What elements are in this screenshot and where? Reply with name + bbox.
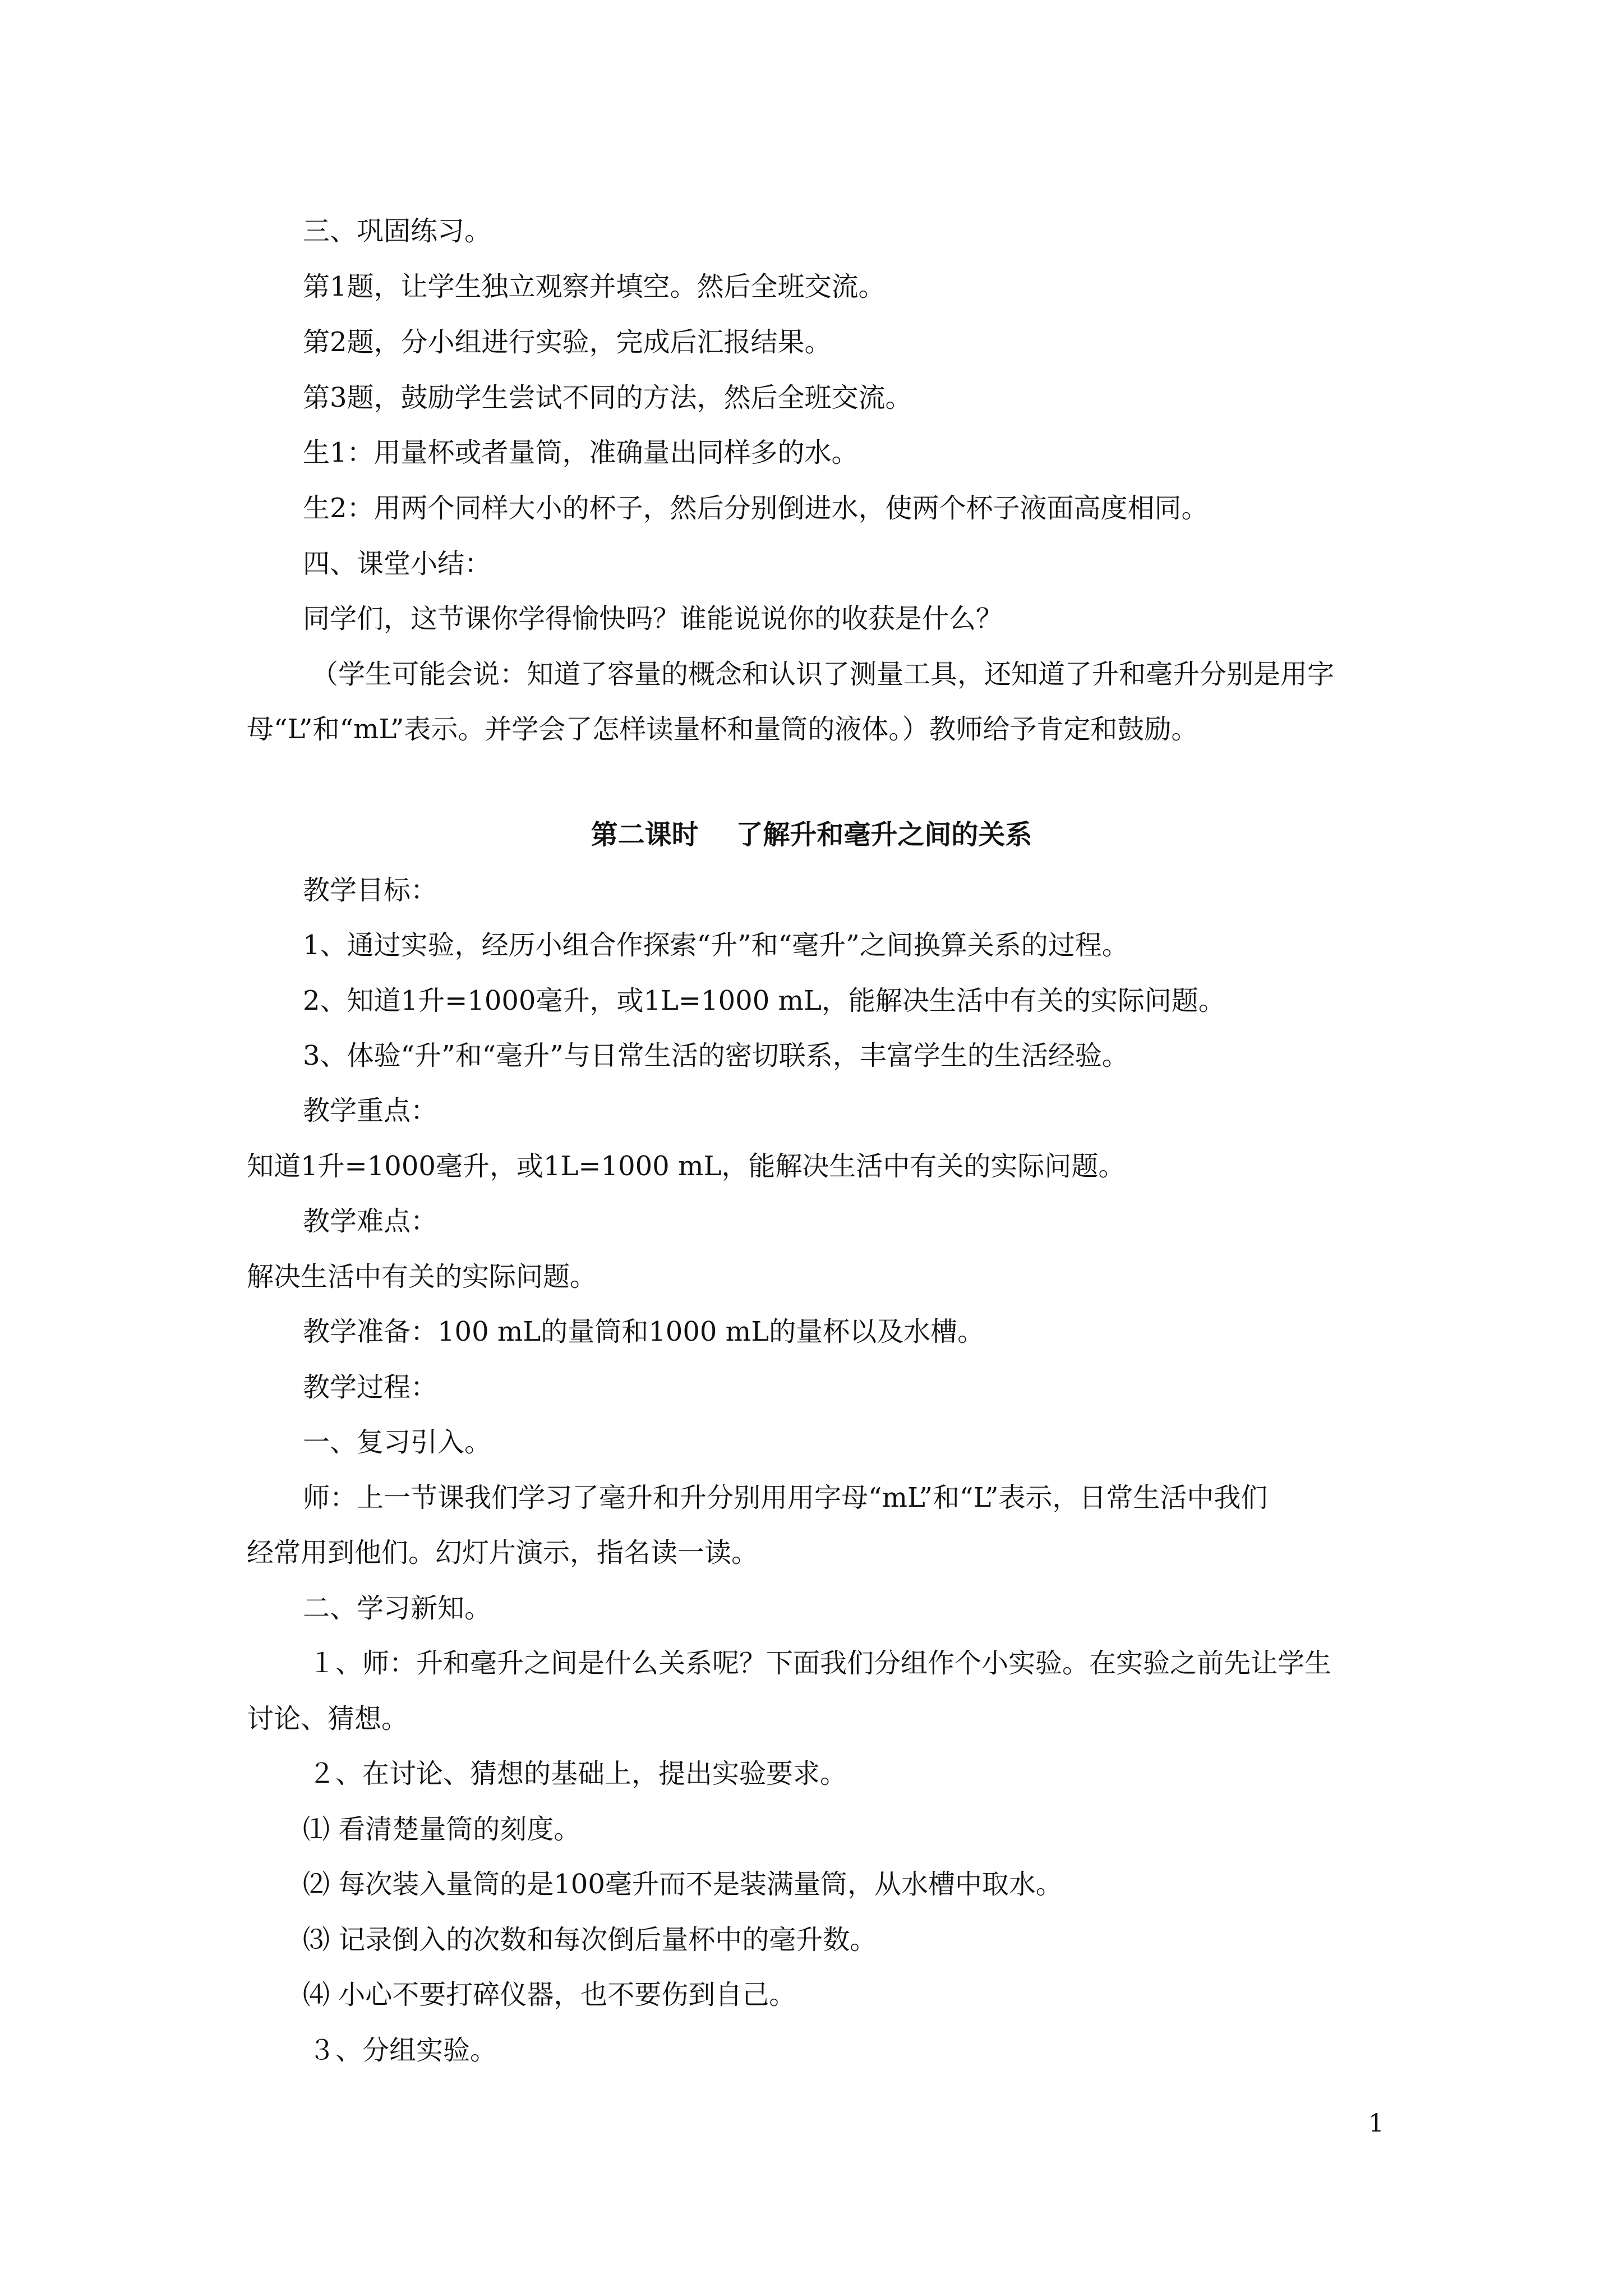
requirement-1: ⑴ 看清楚量筒的刻度。 <box>303 1814 581 1845</box>
key-points-text: 知道1升=1000毫升，或1L=1000 mL，能解决生活中有关的实际问题。 <box>247 1151 1126 1182</box>
review-line-2: 经常用到他们。幻灯片演示，指名读一读。 <box>247 1537 759 1568</box>
section-heading-consolidation: 三、巩固练习。 <box>303 215 492 247</box>
step-3: ３、分组实验。 <box>308 2035 497 2066</box>
page-number: 1 <box>1368 2109 1384 2138</box>
requirement-4: ⑷ 小心不要打碎仪器，也不要伤到自己。 <box>303 1979 796 2010</box>
step-2: ２、在讨论、猜想的基础上，提出实验要求。 <box>308 1758 847 1789</box>
exercise-item-1: 第1题，让学生独立观察并填空。然后全班交流。 <box>303 271 886 302</box>
preparation-text: 教学准备：100 mL的量筒和1000 mL的量杯以及水槽。 <box>303 1316 985 1347</box>
difficulty-heading: 教学难点： <box>303 1205 438 1237</box>
review-line-1: 师：上一节课我们学习了毫升和升分别用用字母“mL”和“L”表示，日常生活中我们 <box>303 1482 1268 1513</box>
exercise-item-2: 第2题，分小组进行实验，完成后汇报结果。 <box>303 326 832 358</box>
step-1-line-1: １、师：升和毫升之间是什么关系呢？下面我们分组作个小实验。在实验之前先让学生 <box>308 1648 1332 1679</box>
difficulty-text: 解决生活中有关的实际问题。 <box>247 1261 597 1292</box>
exercise-item-3: 第3题，鼓励学生尝试不同的方法，然后全班交流。 <box>303 382 912 413</box>
process-heading: 教学过程： <box>303 1372 438 1403</box>
goal-item-3: 3、体验“升”和“毫升”与日常生活的密切联系，丰富学生的生活经验。 <box>303 1040 1129 1071</box>
requirement-2: ⑵ 每次装入量筒的是100毫升而不是装满量筒，从水槽中取水。 <box>303 1869 1063 1900</box>
requirement-3: ⑶ 记录倒入的次数和每次倒后量杯中的毫升数。 <box>303 1924 877 1955</box>
goal-item-1: 1、通过实验，经历小组合作探索“升”和“毫升”之间换算关系的过程。 <box>303 930 1129 961</box>
lesson-title: 第二课时 了解升和毫升之间的关系 <box>591 819 1032 850</box>
step-1-line-2: 讨论、猜想。 <box>247 1703 409 1734</box>
review-heading: 一、复习引入。 <box>303 1427 492 1458</box>
student-answer-2: 生2：用两个同样大小的杯子，然后分别倒进水，使两个杯子液面高度相同。 <box>303 493 1209 524</box>
goal-item-2: 2、知道1升=1000毫升，或1L=1000 mL，能解决生活中有关的实际问题。 <box>303 985 1225 1016</box>
goals-heading: 教学目标： <box>303 875 438 906</box>
student-answer-1: 生1：用量杯或者量筒，准确量出同样多的水。 <box>303 437 859 468</box>
summary-question: 同学们，这节课你学得愉快吗？谁能说说你的收获是什么？ <box>303 603 1003 634</box>
summary-note-line-1: （学生可能会说：知道了容量的概念和认识了测量工具，还知道了升和毫升分别是用字 <box>311 659 1335 690</box>
summary-note-line-2: 母“L”和“mL”表示。并学会了怎样读量杯和量筒的液体。）教师给予肯定和鼓励。 <box>247 714 1198 745</box>
new-knowledge-heading: 二、学习新知。 <box>303 1593 492 1624</box>
section-heading-summary: 四、课堂小结： <box>303 548 492 579</box>
key-points-heading: 教学重点： <box>303 1095 438 1126</box>
